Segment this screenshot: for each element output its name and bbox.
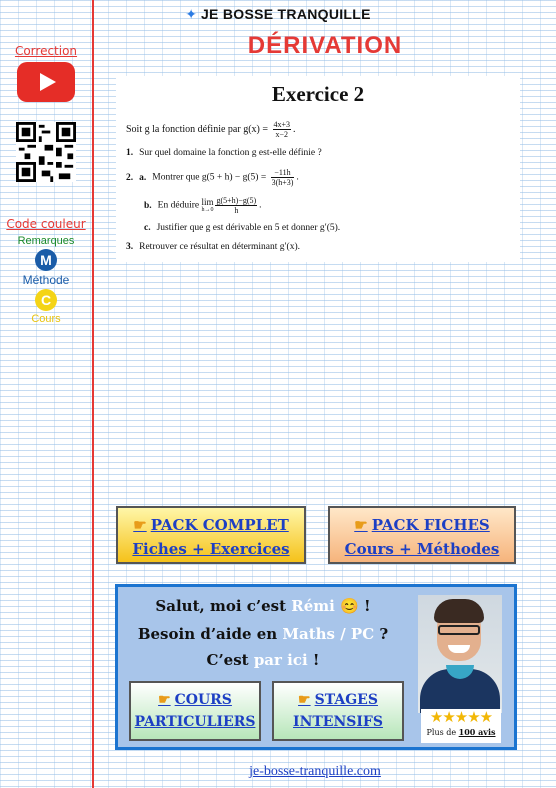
- pack-complet-line1: PACK COMPLET: [150, 516, 289, 534]
- q2a-end: .: [296, 172, 299, 183]
- q2b-text: En déduire: [157, 200, 200, 211]
- exercise-intro: [126, 120, 296, 139]
- qr-code-icon[interactable]: [16, 122, 76, 182]
- q2a-label: a.: [139, 172, 147, 183]
- promo-question: [118, 625, 408, 643]
- pack-complet-button[interactable]: [116, 506, 306, 564]
- subject-text: Maths / PC: [282, 625, 375, 643]
- pack-fiches-line1: PACK FICHES: [371, 516, 490, 534]
- exercise-card: [116, 76, 520, 262]
- pack-fiches-line2: Cours + Méthodes: [344, 540, 500, 558]
- lim-text: lim: [201, 196, 214, 207]
- correction-label: Correction: [14, 44, 78, 58]
- pack-fiches-button[interactable]: [328, 506, 516, 564]
- promo-cta: [118, 651, 408, 669]
- star-rating-icon: ★★★★★: [429, 709, 493, 726]
- frac-num: −11h: [271, 168, 295, 178]
- pointing-hand-icon: ☛: [158, 692, 171, 708]
- footer-link[interactable]: je-bosse-tranquille.com: [249, 764, 381, 779]
- question-end: ?: [374, 625, 389, 643]
- q2a-text: Montrer que g(5 + h) − g(5) =: [152, 172, 269, 183]
- lim-sub: h→0: [201, 206, 214, 213]
- tutor-name: Rémi: [291, 597, 335, 615]
- page-title: DÉRIVATION: [247, 32, 403, 59]
- code-couleur-title: Code couleur: [6, 217, 86, 231]
- promo-greeting: [118, 597, 408, 615]
- q2c-text: Justifier que g est dérivable en 5 et donner g′(5).: [156, 223, 341, 233]
- review-count: [421, 727, 501, 737]
- stages-line2: INTENSIFS: [293, 714, 383, 730]
- cours-line1: COURS: [174, 692, 232, 708]
- intro-text: Soit g la fonction définie par g(x) =: [126, 123, 271, 135]
- tutor-photo: [418, 595, 502, 713]
- question-1: [126, 148, 322, 158]
- rating-box: [421, 709, 501, 743]
- margin-line: [92, 0, 94, 788]
- q2a-fraction: [271, 168, 295, 187]
- q2-number: 2.: [126, 172, 134, 183]
- remarques-label: Remarques: [17, 235, 75, 247]
- cours-line2: PARTICULIERS: [134, 714, 256, 730]
- frac-den: 3(h+3): [271, 178, 294, 187]
- pointing-hand-icon: ☛: [354, 516, 368, 534]
- frac-num: g(5+h)−g(5): [216, 196, 257, 205]
- question-2c: [144, 223, 340, 233]
- pointing-hand-icon: ☛: [133, 516, 147, 534]
- intro-end: .: [293, 123, 296, 135]
- cta-end: !: [307, 651, 320, 669]
- q3-number: 3.: [126, 242, 134, 252]
- pack-complet-line2: Fiches + Exercices: [132, 540, 290, 558]
- q3-text: Retrouver ce résultat en déterminant g′(x).: [139, 242, 300, 252]
- question-2a: [126, 168, 299, 187]
- question-text: Besoin d’aide en: [137, 625, 283, 643]
- brand-bar: [0, 6, 556, 24]
- cours-badge-icon: C: [35, 289, 57, 311]
- methode-badge-icon: M: [35, 249, 57, 271]
- exercise-title: Exercice 2: [271, 82, 365, 106]
- q2c-label: c.: [144, 223, 151, 233]
- stages-line1: STAGES: [314, 692, 378, 708]
- frac-num: 4x+3: [273, 120, 291, 129]
- limit-symbol: [201, 198, 213, 214]
- q2b-end: .: [259, 200, 262, 211]
- cours-particuliers-button[interactable]: [129, 681, 261, 741]
- stages-intensifs-button[interactable]: [272, 681, 404, 741]
- methode-label: Méthode: [22, 273, 70, 287]
- sidebar: [0, 40, 92, 325]
- tutoring-promo: [115, 584, 517, 750]
- frac-den: h: [234, 206, 239, 215]
- brand-logo-icon: ✦: [185, 6, 197, 22]
- brand-name: JE BOSSE TRANQUILLE: [200, 6, 371, 22]
- frac-den: x−2: [275, 130, 289, 139]
- q2b-fraction: [215, 196, 257, 215]
- cours-label: Cours: [31, 313, 61, 325]
- greeting-end: 😊 !: [334, 597, 371, 615]
- intro-fraction: [273, 120, 292, 139]
- greeting-text: Salut, moi c’est: [155, 597, 292, 615]
- q1-number: 1.: [126, 148, 134, 158]
- question-2b: [144, 196, 262, 215]
- reviews-prefix: Plus de: [426, 728, 459, 737]
- cta-text: C’est: [206, 651, 254, 669]
- reviews-count: 100 avis: [458, 727, 496, 737]
- q2b-label: b.: [144, 200, 152, 211]
- youtube-play-icon[interactable]: [17, 62, 75, 102]
- cta-link[interactable]: par ici: [253, 651, 308, 669]
- question-3: [126, 242, 300, 252]
- pointing-hand-icon: ☛: [298, 692, 311, 708]
- q1-text: Sur quel domaine la fonction g est-elle définie ?: [139, 148, 322, 158]
